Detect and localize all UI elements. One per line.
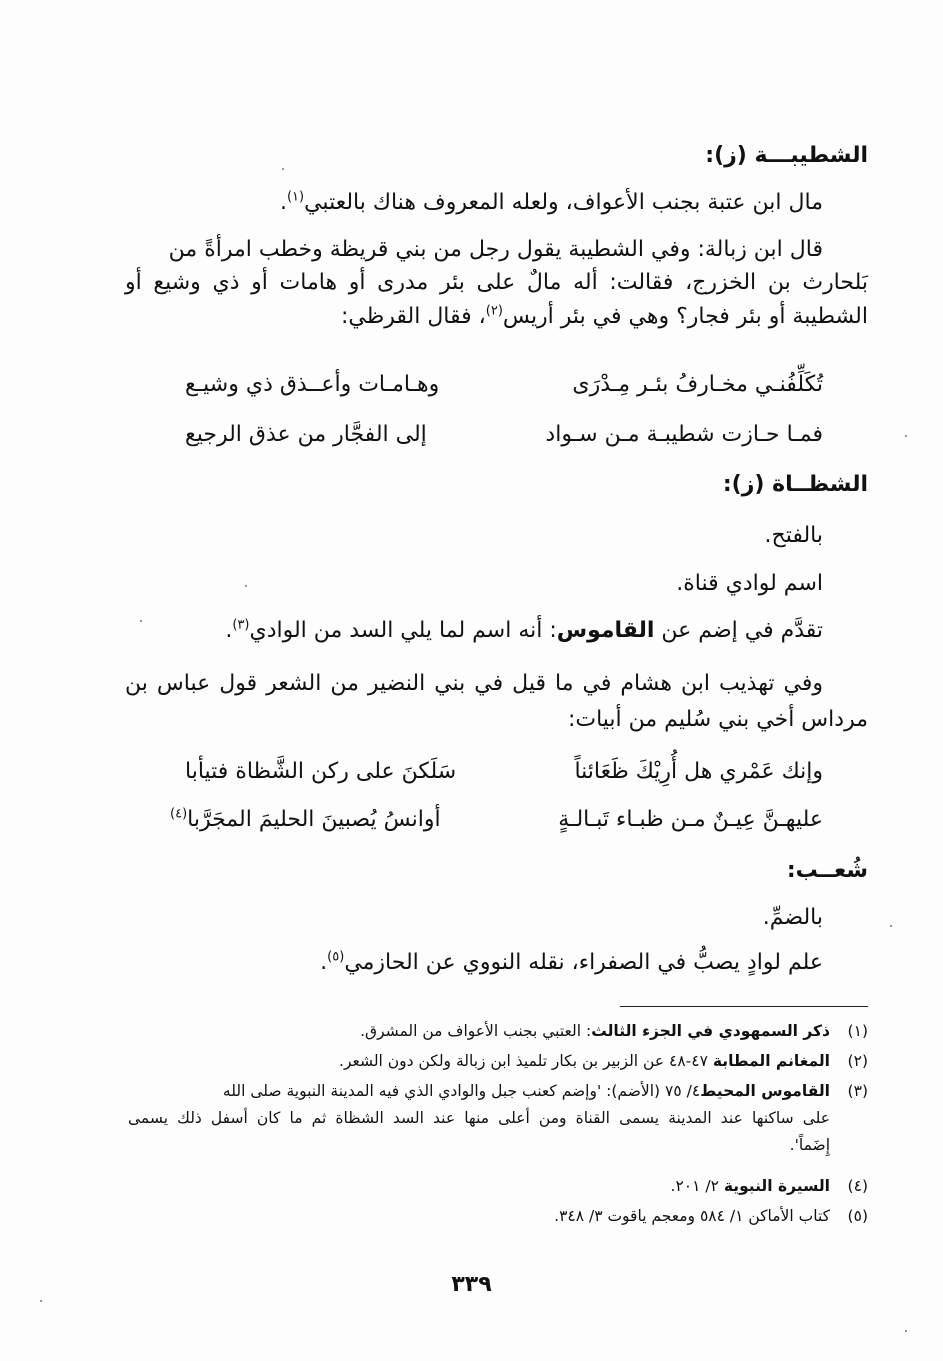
verse-hemistich-right: تُكَلِّفُنـي مخـارفُ بئـر مِـدْرَى <box>572 372 823 397</box>
page-number: ٣٣٩ <box>451 1272 492 1297</box>
text: تقدَّم في إضم عن <box>654 618 823 643</box>
footnote-number: (٢) <box>847 1052 868 1070</box>
verse-hemistich-right: عليهـنَّ عِيـنٌ مـن ظبـاء تَبـالـةٍ <box>558 807 823 832</box>
verse-hemistich-left: وهـامـات وأعــذق ذي وشيـع <box>185 372 440 397</box>
scan-speck <box>245 585 247 587</box>
footnote-source: المغانم المطابة <box>712 1052 830 1070</box>
footnote-ref: (٣) <box>232 617 250 633</box>
footnote-source: السيرة النبوية <box>723 1177 830 1195</box>
text: . <box>320 950 328 975</box>
footnote-ref: (٢) <box>485 303 503 319</box>
paragraph-line <box>341 302 868 332</box>
footnote-number: (١) <box>847 1022 868 1040</box>
verse-hemistich-left <box>170 805 441 835</box>
paragraph-line: بالفتح. <box>764 523 823 548</box>
footnote-text: كتاب الأماكن ١/ ٥٨٤ ومعجم ياقوت ٣/ ٣٤٨. <box>554 1207 830 1225</box>
scan-speck <box>905 1330 907 1332</box>
footnote-2 <box>339 1050 868 1072</box>
source-title: القاموس <box>556 618 655 643</box>
paragraph-line: بالضمِّ. <box>762 905 823 930</box>
entry-heading-shuab: شُعــب: <box>786 858 868 883</box>
verse-hemistich-right: وإنك عَمْري هل أُرِيْكَ ظَعَائناً <box>574 759 823 784</box>
text: . <box>279 190 287 215</box>
paragraph-line: قال ابن زبالة: وفي الشطيبة يقول رجل من بني قريظة وخطب امرأةً من <box>168 237 823 262</box>
scan-speck <box>282 168 284 170</box>
footnote-1 <box>360 1020 868 1042</box>
footnote-text: ٤٧-٤٨ عن الزبير بن بكار تلميذ ابن زبالة ولكن دون الشعر. <box>339 1052 713 1070</box>
text: مال ابن عتبة بجنب الأعواف، ولعله المعروف هناك بالعتبي <box>304 190 823 215</box>
footnote-source: ذكر السمهودي في الجزء الثالث <box>591 1022 830 1040</box>
footnote-3-continuation: إِضَماً'. <box>789 1136 830 1154</box>
footnote-number: (٥) <box>847 1207 868 1225</box>
verse-hemistich-right: فمـا حـازت شطيبـة مـن سـواد <box>545 422 823 447</box>
text: : أنه اسم لما يلي السد من الوادي <box>249 618 557 643</box>
footnote-3 <box>223 1080 868 1102</box>
text: ، فقال القرظي: <box>340 304 486 329</box>
scan-speck <box>905 435 907 437</box>
entry-heading-shutaybah: الشطيبـــة (ز): <box>705 143 868 168</box>
footnote-ref: (١) <box>286 189 305 205</box>
scan-speck <box>890 925 892 927</box>
footnote-ref: (٤) <box>170 806 188 822</box>
text: أوانسُ يُصبينَ الحليمَ المجَرَّبا <box>187 807 441 832</box>
footnote-ref: (٥) <box>327 949 345 965</box>
footnote-number: (٣) <box>847 1082 868 1100</box>
entry-heading-shazat: الشظــاة (ز): <box>722 472 868 497</box>
verse-hemistich-left: إلى الفجَّار من عذق الرجيع <box>185 422 427 447</box>
footnote-4 <box>671 1175 869 1197</box>
scan-speck <box>140 620 142 622</box>
paragraph-line <box>225 616 823 646</box>
text: علم لوادٍ يصبُّ في الصفراء، نقله النووي عن الحازمي <box>344 950 823 975</box>
footnote-3-continuation: على ساكنها عند المدينة يسمى القناة ومن أعلى منها عند السد الشظاة ثم ما كان أسفل ذلك يسمى <box>128 1109 830 1127</box>
footnote-number: (٤) <box>847 1177 868 1195</box>
paragraph-line <box>320 948 823 978</box>
paragraph-line: اسم لوادي قناة. <box>676 571 823 596</box>
paragraph-line: بَلحارث بن الخزرج، فقالت: أله مالٌ على بئر مدرى أو هامات أو ذي وشيع أو <box>125 270 868 295</box>
footnote-5 <box>554 1205 868 1227</box>
text: الشطيبة أو بئر فجار؟ وهي في بئر أريس <box>502 304 868 329</box>
verse-hemistich-left: سَلَكنَ على ركن الشَّظاة فتيأبا <box>185 759 457 784</box>
footnote-text: ٢/ ٢٠١. <box>670 1177 724 1195</box>
footnote-text: ٤/ ٧٥ (الأضم): 'وإضم كعنب جبل والوادي الذي فيه المدينة النبوية صلى الله <box>222 1082 701 1100</box>
paragraph-line <box>280 188 823 218</box>
footnote-text: : العتبي بجنب الأعواف من المشرق. <box>360 1022 592 1040</box>
footnote-source: القاموس المحيط <box>700 1082 830 1100</box>
footnote-separator <box>620 1006 868 1007</box>
text: . <box>225 618 233 643</box>
scan-speck <box>40 1300 42 1302</box>
paragraph-line: مرداس أخي بني سُليم من أبيات: <box>567 707 868 732</box>
paragraph-line: وفي تهذيب ابن هشام في ما قيل في بني النضير من الشعر قول عباس بن <box>125 671 823 696</box>
